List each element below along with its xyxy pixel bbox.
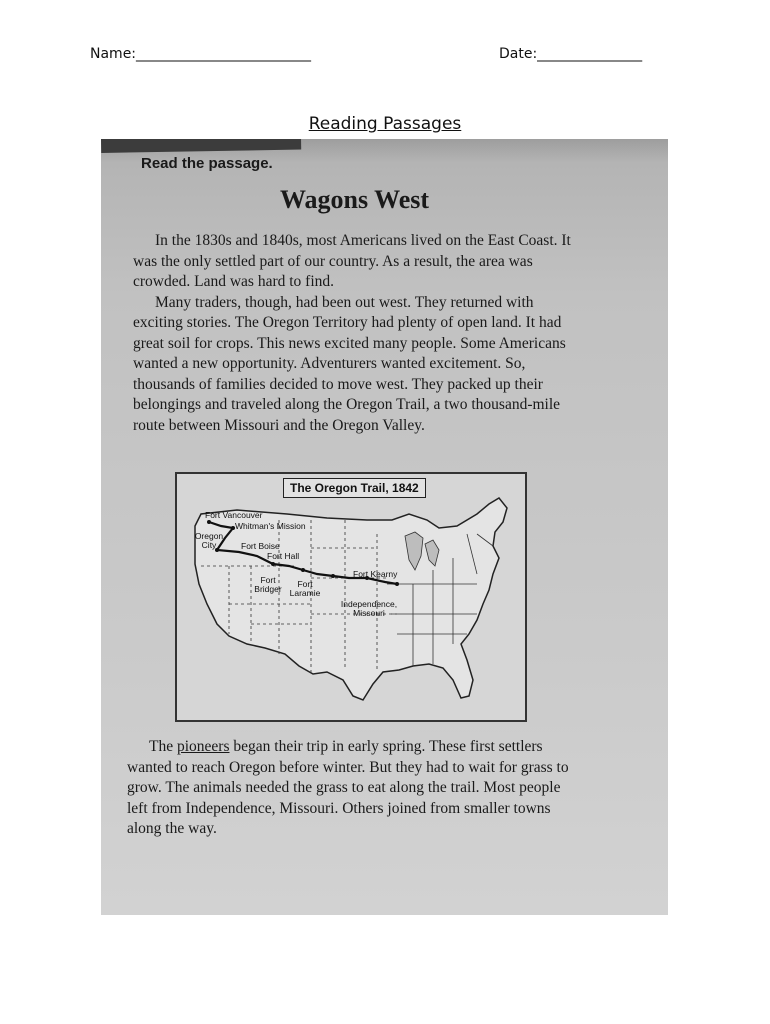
- paragraph-2: Many traders, though, had been out west. They returned with exciting stories. The Oregon Territory had plenty of open land. It had great soil for crops. This news excited many people. Some Americans wanted a new opportunity. Adventurers wanted excitement. So, thousands of families decided to move west. They packed up their belongings and traveled along the Oregon Trail, a two thousand-mile route between Missouri and the Oregon Valley.: [133, 293, 566, 434]
- worksheet-title: Reading Passages: [308, 114, 462, 134]
- paragraph-1: In the 1830s and 1840s, most Americans lived on the East Coast. It was the only settled part of our country. As a result, the area was crowded. Land was hard to find.: [133, 232, 571, 290]
- map-label-oregon-city: Oregon City: [194, 531, 224, 550]
- passage-instruction: Read the passage.: [141, 155, 273, 172]
- oregon-trail-map: [175, 472, 527, 722]
- map-label-fort-bridger: Fort Bridger: [254, 575, 282, 594]
- paragraph-3-lead: The: [149, 738, 177, 755]
- map-label-fort-hall: Fort Hall: [267, 551, 300, 561]
- date-field[interactable]: Date:_______________: [499, 46, 643, 62]
- map-label-fort-kearny: Fort Kearny: [353, 569, 398, 579]
- map-label-fort-laramie: Fort Laramie: [289, 579, 321, 598]
- map-label-fort-boise: Fort Boise: [241, 541, 280, 551]
- passage-title: Wagons West: [279, 185, 430, 214]
- passage-body-continued: [127, 737, 577, 840]
- map-label-independence: Independence, Missouri: [340, 599, 398, 618]
- passage-body: [133, 231, 573, 436]
- map-label-whitmans-mission: Whitman's Mission: [235, 521, 306, 531]
- map-title: The Oregon Trail, 1842: [283, 478, 426, 498]
- vocab-word-pioneers: pioneers: [176, 738, 230, 755]
- paragraph-3: [127, 737, 577, 840]
- passage-photo: [101, 139, 668, 915]
- map-label-fort-vancouver: Fort Vancouver: [205, 510, 263, 520]
- name-field[interactable]: Name:_________________________: [90, 46, 312, 62]
- paragraph-3-rest: began their trip in early spring. These first settlers wanted to reach Oregon before winter. But they had to wait for grass to grow. The animals needed the grass to eat along the trail. Most people left from Independence, Missouri. Others joined from smaller towns along the way.: [127, 738, 569, 837]
